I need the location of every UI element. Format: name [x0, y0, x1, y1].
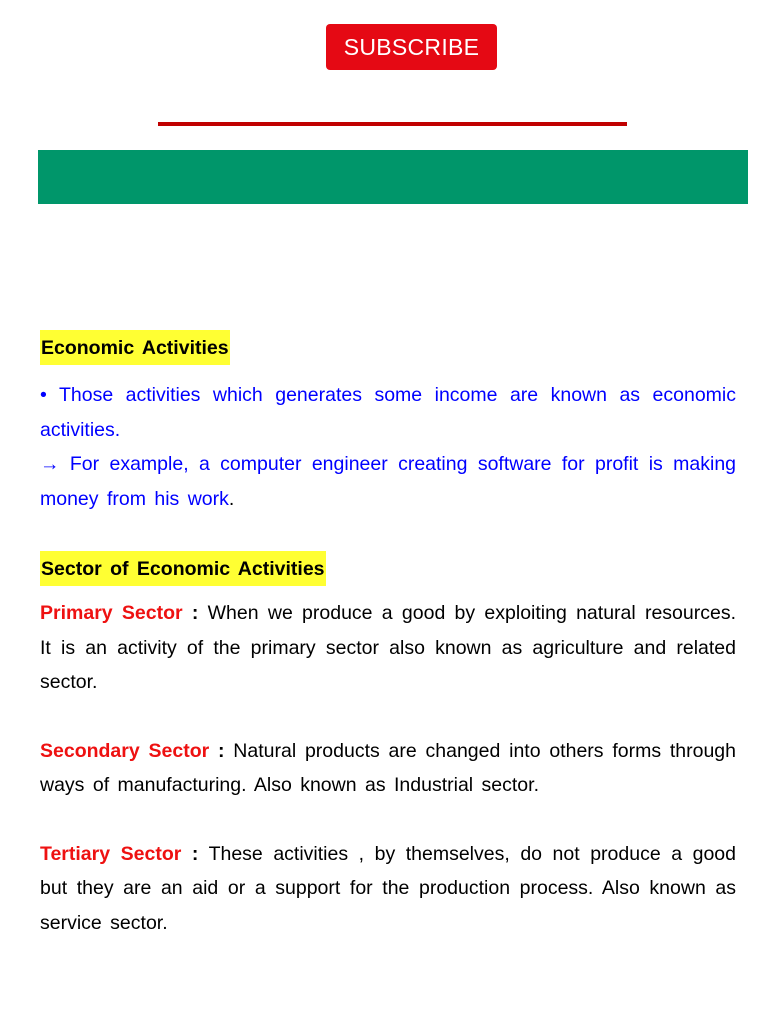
heading-sector-of-economic-activities: Sector of Economic Activities	[40, 551, 326, 586]
tertiary-sector-description: These activities , by themselves, do not produce a good but they are an aid or a support for the production process. Also known as service sector.	[40, 842, 736, 934]
tertiary-sector-title: Tertiary Sector	[40, 842, 182, 865]
primary-sector-colon: :	[191, 602, 199, 624]
primary-sector-title: Primary Sector	[40, 602, 183, 624]
secondary-sector-title: Secondary Sector	[40, 739, 210, 762]
definition-text: Those activities which generates some income are known as economic activities.	[40, 384, 736, 441]
primary-sector-paragraph	[40, 596, 736, 700]
example-text: For example, a computer engineer creating software for profit is making money from his work	[40, 453, 737, 510]
document-body	[40, 330, 736, 974]
subscribe-button[interactable]: SUBSCRIBE	[326, 24, 497, 70]
red-divider	[158, 122, 627, 126]
heading-economic-activities: Economic Activities	[40, 330, 230, 365]
primary-sector-description: When we produce a good by exploiting natural resources. It is an activity of the primary sector also known as agriculture and related sector.	[40, 602, 737, 693]
definition-paragraph	[40, 378, 736, 447]
secondary-sector-description: Natural products are changed into others forms through ways of manufacturing. Also known as Industrial sector.	[40, 739, 737, 796]
secondary-sector-paragraph	[40, 734, 736, 803]
green-banner	[38, 150, 748, 204]
secondary-sector-colon: :	[218, 739, 225, 762]
example-period: .	[228, 487, 235, 510]
bullet-symbol: •	[40, 384, 47, 406]
tertiary-sector-colon: :	[191, 842, 199, 865]
example-paragraph	[40, 447, 736, 516]
arrow-icon: →	[40, 453, 60, 475]
tertiary-sector-paragraph	[40, 837, 736, 941]
